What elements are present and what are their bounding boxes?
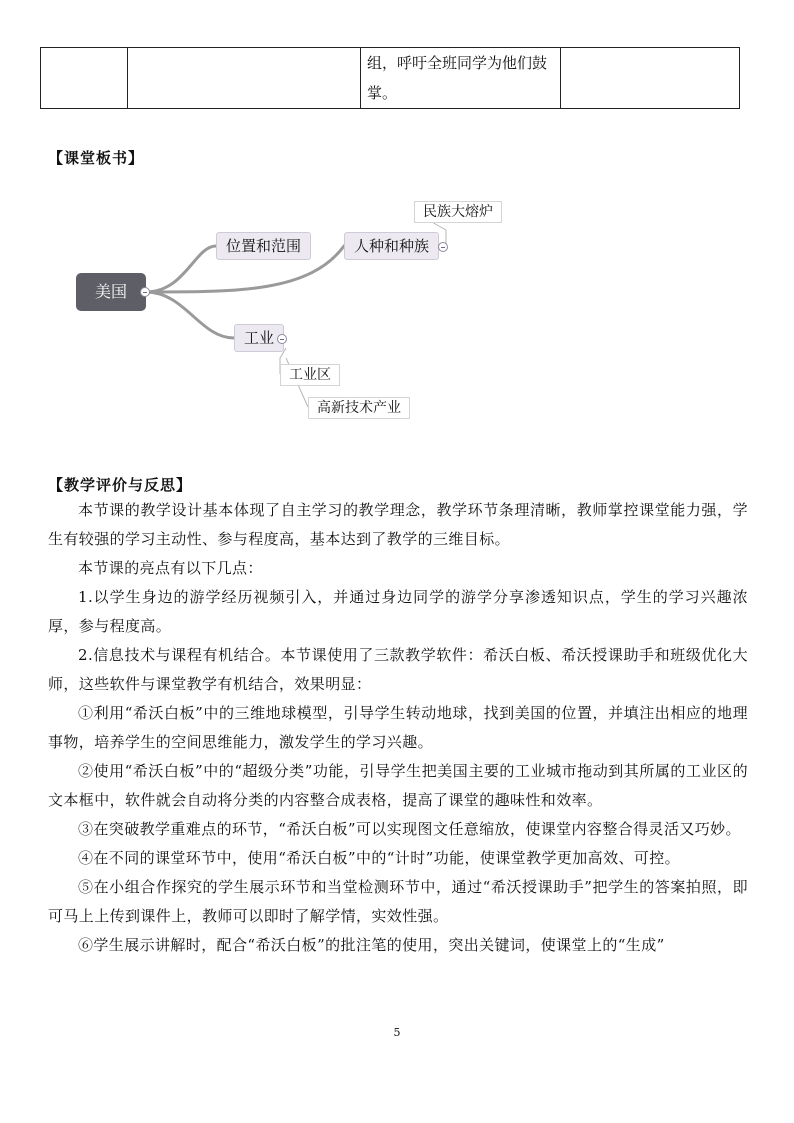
leaf-melting-pot: 民族大熔炉	[414, 201, 502, 223]
page-number: 5	[393, 1026, 401, 1039]
table-cell	[41, 48, 128, 109]
paragraph: ⑥学生展示讲解时，配合“希沃白板”的批注笔的使用，突出关键词，使课堂上的“生成”	[78, 936, 665, 954]
topic-race: 人种和种族	[344, 232, 439, 260]
paragraph: ④在不同的课堂环节中，使用“希沃白板”中的“计时”功能，使课堂教学更加高效、可控。	[78, 849, 681, 867]
paragraph: 2.信息技术与课程有机结合。本节课使用了三款教学软件：希沃白板、希沃授课助手和班级优化大师，这些软件与课堂教学有机结合，效果明显：	[48, 646, 748, 693]
table-cell	[128, 48, 361, 109]
connector-industry	[146, 292, 234, 338]
board-section-title: 【课堂板书】	[48, 149, 145, 167]
topic-location: 位置和范围	[216, 232, 311, 260]
paragraph: 本节课的教学设计基本体现了自主学习的教学理念，教学环节条理清晰，教师掌控课堂能力强，学生有较强的学习主动性、参与程度高，基本达到了教学的三维目标。	[48, 501, 748, 548]
mindmap-root-node: 美国	[76, 273, 146, 311]
collapse-icon[interactable]	[438, 242, 448, 252]
table-cell	[561, 48, 740, 109]
table-row	[41, 48, 740, 109]
collapse-icon[interactable]	[140, 287, 150, 297]
paragraph: ②使用“希沃白板”中的“超级分类”功能，引导学生把美国主要的工业城市拖动到其所属的工业区的文本框中，软件就会自动将分类的内容整合成表格，提高了课堂的趣味性和效率。	[48, 762, 748, 809]
topic-industry: 工业	[234, 324, 284, 352]
reflection-section-title: 【教学评价与反思】	[48, 476, 193, 494]
leaf-industrial-zone: 工业区	[280, 364, 340, 386]
paragraph: ①利用“希沃白板”中的三维地球模型，引导学生转动地球，找到美国的位置，并填注出相应的地理事物，培养学生的空间思维能力，激发学生的学习兴趣。	[48, 704, 748, 751]
table-cell: 组，呼吁全班同学为他们鼓掌。	[361, 48, 561, 109]
collapse-icon[interactable]	[277, 334, 287, 344]
reflection-body	[48, 496, 748, 960]
paragraph: 本节课的亮点有以下几点：	[78, 559, 263, 577]
lesson-table-fragment	[40, 47, 740, 109]
paragraph: ⑤在小组合作探究的学生展示环节和当堂检测环节中，通过“希沃授课助手”把学生的答案拍照，即可马上上传到课件上，教师可以即时了解学情，实效性强。	[48, 878, 748, 925]
leaf-hightech-industry: 高新技术产业	[308, 397, 410, 419]
paragraph: 1.以学生身边的游学经历视频引入，并通过身边同学的游学分享渗透知识点，学生的学习兴趣浓厚，参与程度高。	[48, 588, 748, 635]
connector-location	[146, 246, 216, 292]
blackboard-mindmap	[60, 190, 540, 430]
paragraph: ③在突破教学重难点的环节，“希沃白板”可以实现图文任意缩放，使课堂内容整合得灵活又巧妙。	[78, 820, 741, 838]
